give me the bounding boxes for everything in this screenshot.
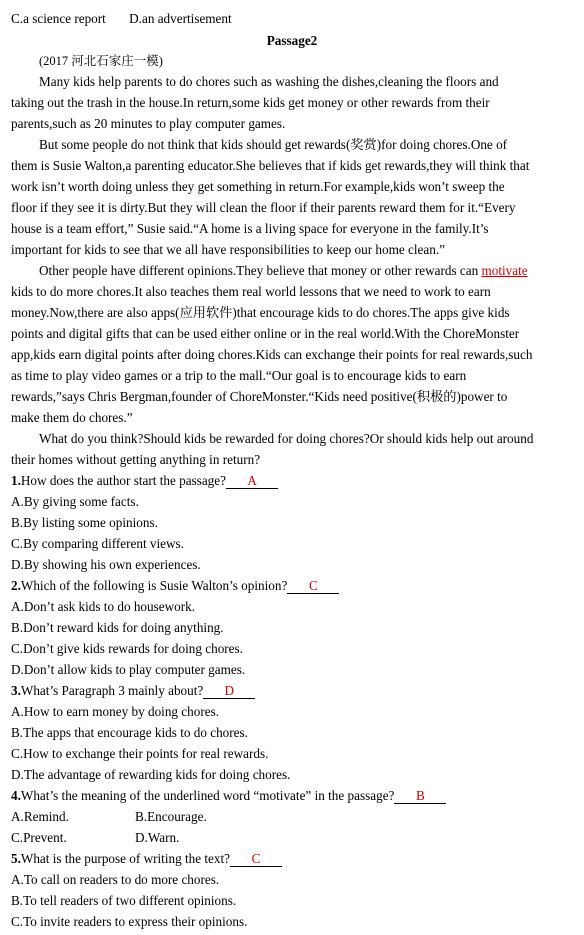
option-d: D.an advertisement bbox=[129, 11, 232, 26]
option: B.The apps that encourage kids to do chores. bbox=[11, 725, 248, 740]
option: A.How to earn money by doing chores. bbox=[11, 704, 220, 719]
p3-line: points and digital gifts that can be used either online or in the real world.With the ChoreMonster bbox=[11, 326, 520, 341]
passage-source: (2017 河北石家庄一模) bbox=[39, 54, 163, 68]
answer-blank: C bbox=[230, 851, 282, 867]
question-number: 3. bbox=[11, 683, 21, 698]
p3-line-first-text: Other people have different opinions.They believe that money or other rewards can bbox=[39, 263, 482, 278]
question-text: Which of the following is Susie Walton’s opinion? bbox=[20, 578, 288, 593]
top-options-line bbox=[11, 10, 232, 28]
question-number: 5. bbox=[11, 851, 21, 866]
question-text: What’s the meaning of the underlined word “motivate” in the passage? bbox=[20, 788, 395, 803]
motivate-underlined-word: motivate bbox=[481, 263, 528, 278]
option-row bbox=[11, 829, 179, 847]
answer-blank: C bbox=[287, 578, 339, 594]
option: A.To call on readers to do more chores. bbox=[11, 872, 220, 887]
question-text: How does the author start the passage? bbox=[20, 473, 226, 488]
option: B.Encourage. bbox=[135, 809, 207, 824]
option: D.Warn. bbox=[135, 830, 180, 845]
question-text: What’s Paragraph 3 mainly about? bbox=[20, 683, 204, 698]
option: C.How to exchange their points for real rewards. bbox=[11, 746, 269, 761]
option: C.To invite readers to express their opinions. bbox=[11, 914, 248, 929]
question-number: 1. bbox=[11, 473, 21, 488]
answer-blank: D bbox=[203, 683, 255, 699]
p3-line: money.Now,there are also apps(应用软件)that encourage kids to do chores.The apps give kids bbox=[11, 305, 510, 320]
option: D.By showing his own experiences. bbox=[11, 557, 201, 572]
p3-line: kids to do more chores.It also teaches them real world lessons that we need to work to earn bbox=[11, 284, 491, 299]
p3-line: as time to play video games or a trip to the mall.“Our goal is to encourage kids to earn bbox=[11, 368, 467, 383]
answer-blank: A bbox=[226, 473, 278, 489]
option: D.The advantage of rewarding kids for doing chores. bbox=[11, 767, 291, 782]
p2-line: floor if they see it is dirty.But they will clean the floor if their parents reward them for it.“Every bbox=[11, 200, 516, 215]
option: B.Don’t reward kids for doing anything. bbox=[11, 620, 224, 635]
passage-title: Passage2 bbox=[266, 33, 318, 48]
option-row bbox=[11, 808, 207, 826]
p1-line: Many kids help parents to do chores such as washing the dishes,cleaning the floors and bbox=[39, 74, 499, 89]
p4-line: What do you think?Should kids be rewarded for doing chores?Or should kids help out around bbox=[39, 431, 534, 446]
p2-line: important for kids to see that we all have responsibilities to keep our home clean.” bbox=[11, 242, 445, 257]
question-5 bbox=[11, 850, 282, 868]
option-c: C.a science report bbox=[11, 11, 106, 26]
p1-line: parents,such as 20 minutes to play computer games. bbox=[11, 116, 286, 131]
question-1 bbox=[11, 472, 278, 490]
option: D.Don’t allow kids to play computer games. bbox=[11, 662, 246, 677]
option: B.To tell readers of two different opinions. bbox=[11, 893, 237, 908]
p4-line: their homes without getting anything in return? bbox=[11, 452, 261, 467]
p3-line: rewards,”says Chris Bergman,founder of ChoreMonster.“Kids need positive(积极的)power to bbox=[11, 389, 508, 404]
option: B.By listing some opinions. bbox=[11, 515, 158, 530]
question-4 bbox=[11, 787, 446, 805]
option: C.By comparing different views. bbox=[11, 536, 184, 551]
question-text: What is the purpose of writing the text? bbox=[20, 851, 231, 866]
option: A.Remind. bbox=[11, 809, 69, 824]
option: A.By giving some facts. bbox=[11, 494, 139, 509]
p3-line: app,kids earn digital points after doing chores.Kids can exchange their points for real rewards,such bbox=[11, 347, 533, 362]
answer-blank: B bbox=[394, 788, 446, 804]
p1-line: taking out the trash in the house.In return,some kids get money or other rewards from their bbox=[11, 95, 490, 110]
p2-line: house is a team effort,” Susie said.“A home is a living space for everyone in the family.It’s bbox=[11, 221, 489, 236]
p2-line: work isn’t worth doing unless they get something in return.For example,kids won’t sweep the bbox=[11, 179, 505, 194]
option: A.Don’t ask kids to do housework. bbox=[11, 599, 196, 614]
question-number: 2. bbox=[11, 578, 21, 593]
question-number: 4. bbox=[11, 788, 21, 803]
p3-line: make them do chores.” bbox=[11, 410, 133, 425]
option: C.Prevent. bbox=[11, 830, 67, 845]
option: C.Don’t give kids rewards for doing chores. bbox=[11, 641, 243, 656]
question-3 bbox=[11, 682, 255, 700]
question-2 bbox=[11, 577, 339, 595]
p2-line: them is Susie Walton,a parenting educator.She believes that if kids get rewards,they will think that bbox=[11, 158, 530, 173]
p3-line-first bbox=[39, 262, 528, 280]
p2-line: But some people do not think that kids should get rewards(奖赏)for doing chores.One of bbox=[39, 137, 508, 152]
